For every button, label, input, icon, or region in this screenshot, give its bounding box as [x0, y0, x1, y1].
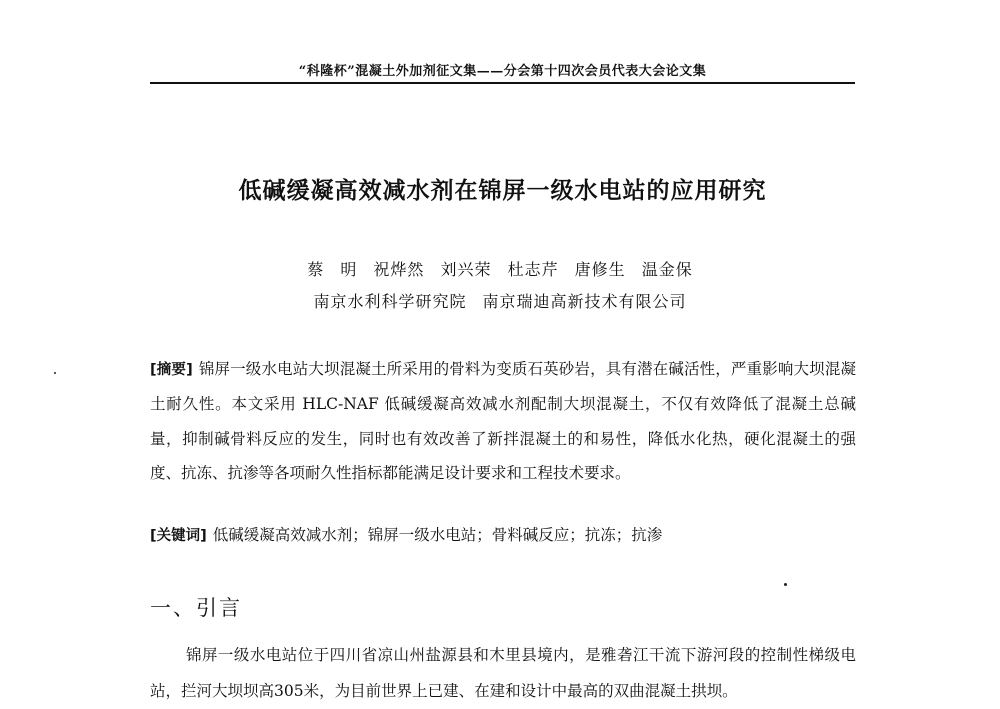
abstract-label: [摘要]	[150, 362, 193, 378]
running-header: “科隆杯”混凝土外加剂征文集——分会第十四次会员代表大会论文集	[298, 64, 707, 79]
scan-speck	[784, 583, 787, 586]
affiliations: 南京水利科学研究院 南京瑞迪高新技术有限公司	[313, 292, 687, 311]
scan-speck	[54, 372, 56, 374]
header-rule	[150, 82, 855, 84]
authors: 蔡 明 祝烨然 刘兴荣 杜志芹 唐修生 温金保	[307, 260, 693, 279]
abstract	[150, 352, 856, 491]
section-heading: 一、引言	[150, 596, 242, 620]
abstract-text: 锦屏一级水电站大坝混凝土所采用的骨料为变质石英砂岩，具有潜在碱活性，严重影响大坝混凝土耐久性。本文采用 HLC-NAF 低碱缓凝高效减水剂配制大坝混凝土，不仅有效降低了混凝土总碱量，抑制碱骨料反应的发生，同时也有效改善了新拌混凝土的和易性，降低水化热，硬化混凝土的强度、抗冻、抗渗等各项耐久性指标都能满足设计要求和工程技术要求。	[150, 360, 856, 483]
keywords-label: [关键词]	[150, 528, 207, 544]
intro-paragraph: 锦屏一级水电站位于四川省凉山州盐源县和木里县境内，是雅砻江干流下游河段的控制性梯级电站，拦河大坝坝高305米，为目前世界上已建、在建和设计中最高的双曲混凝土拱坝。	[150, 646, 856, 700]
paper-title: 低碱缓凝高效减水剂在锦屏一级水电站的应用研究	[238, 178, 767, 204]
keywords	[150, 520, 856, 551]
keywords-text: 低碱缓凝高效减水剂；锦屏一级水电站；骨料碱反应；抗冻；抗渗	[212, 526, 663, 544]
